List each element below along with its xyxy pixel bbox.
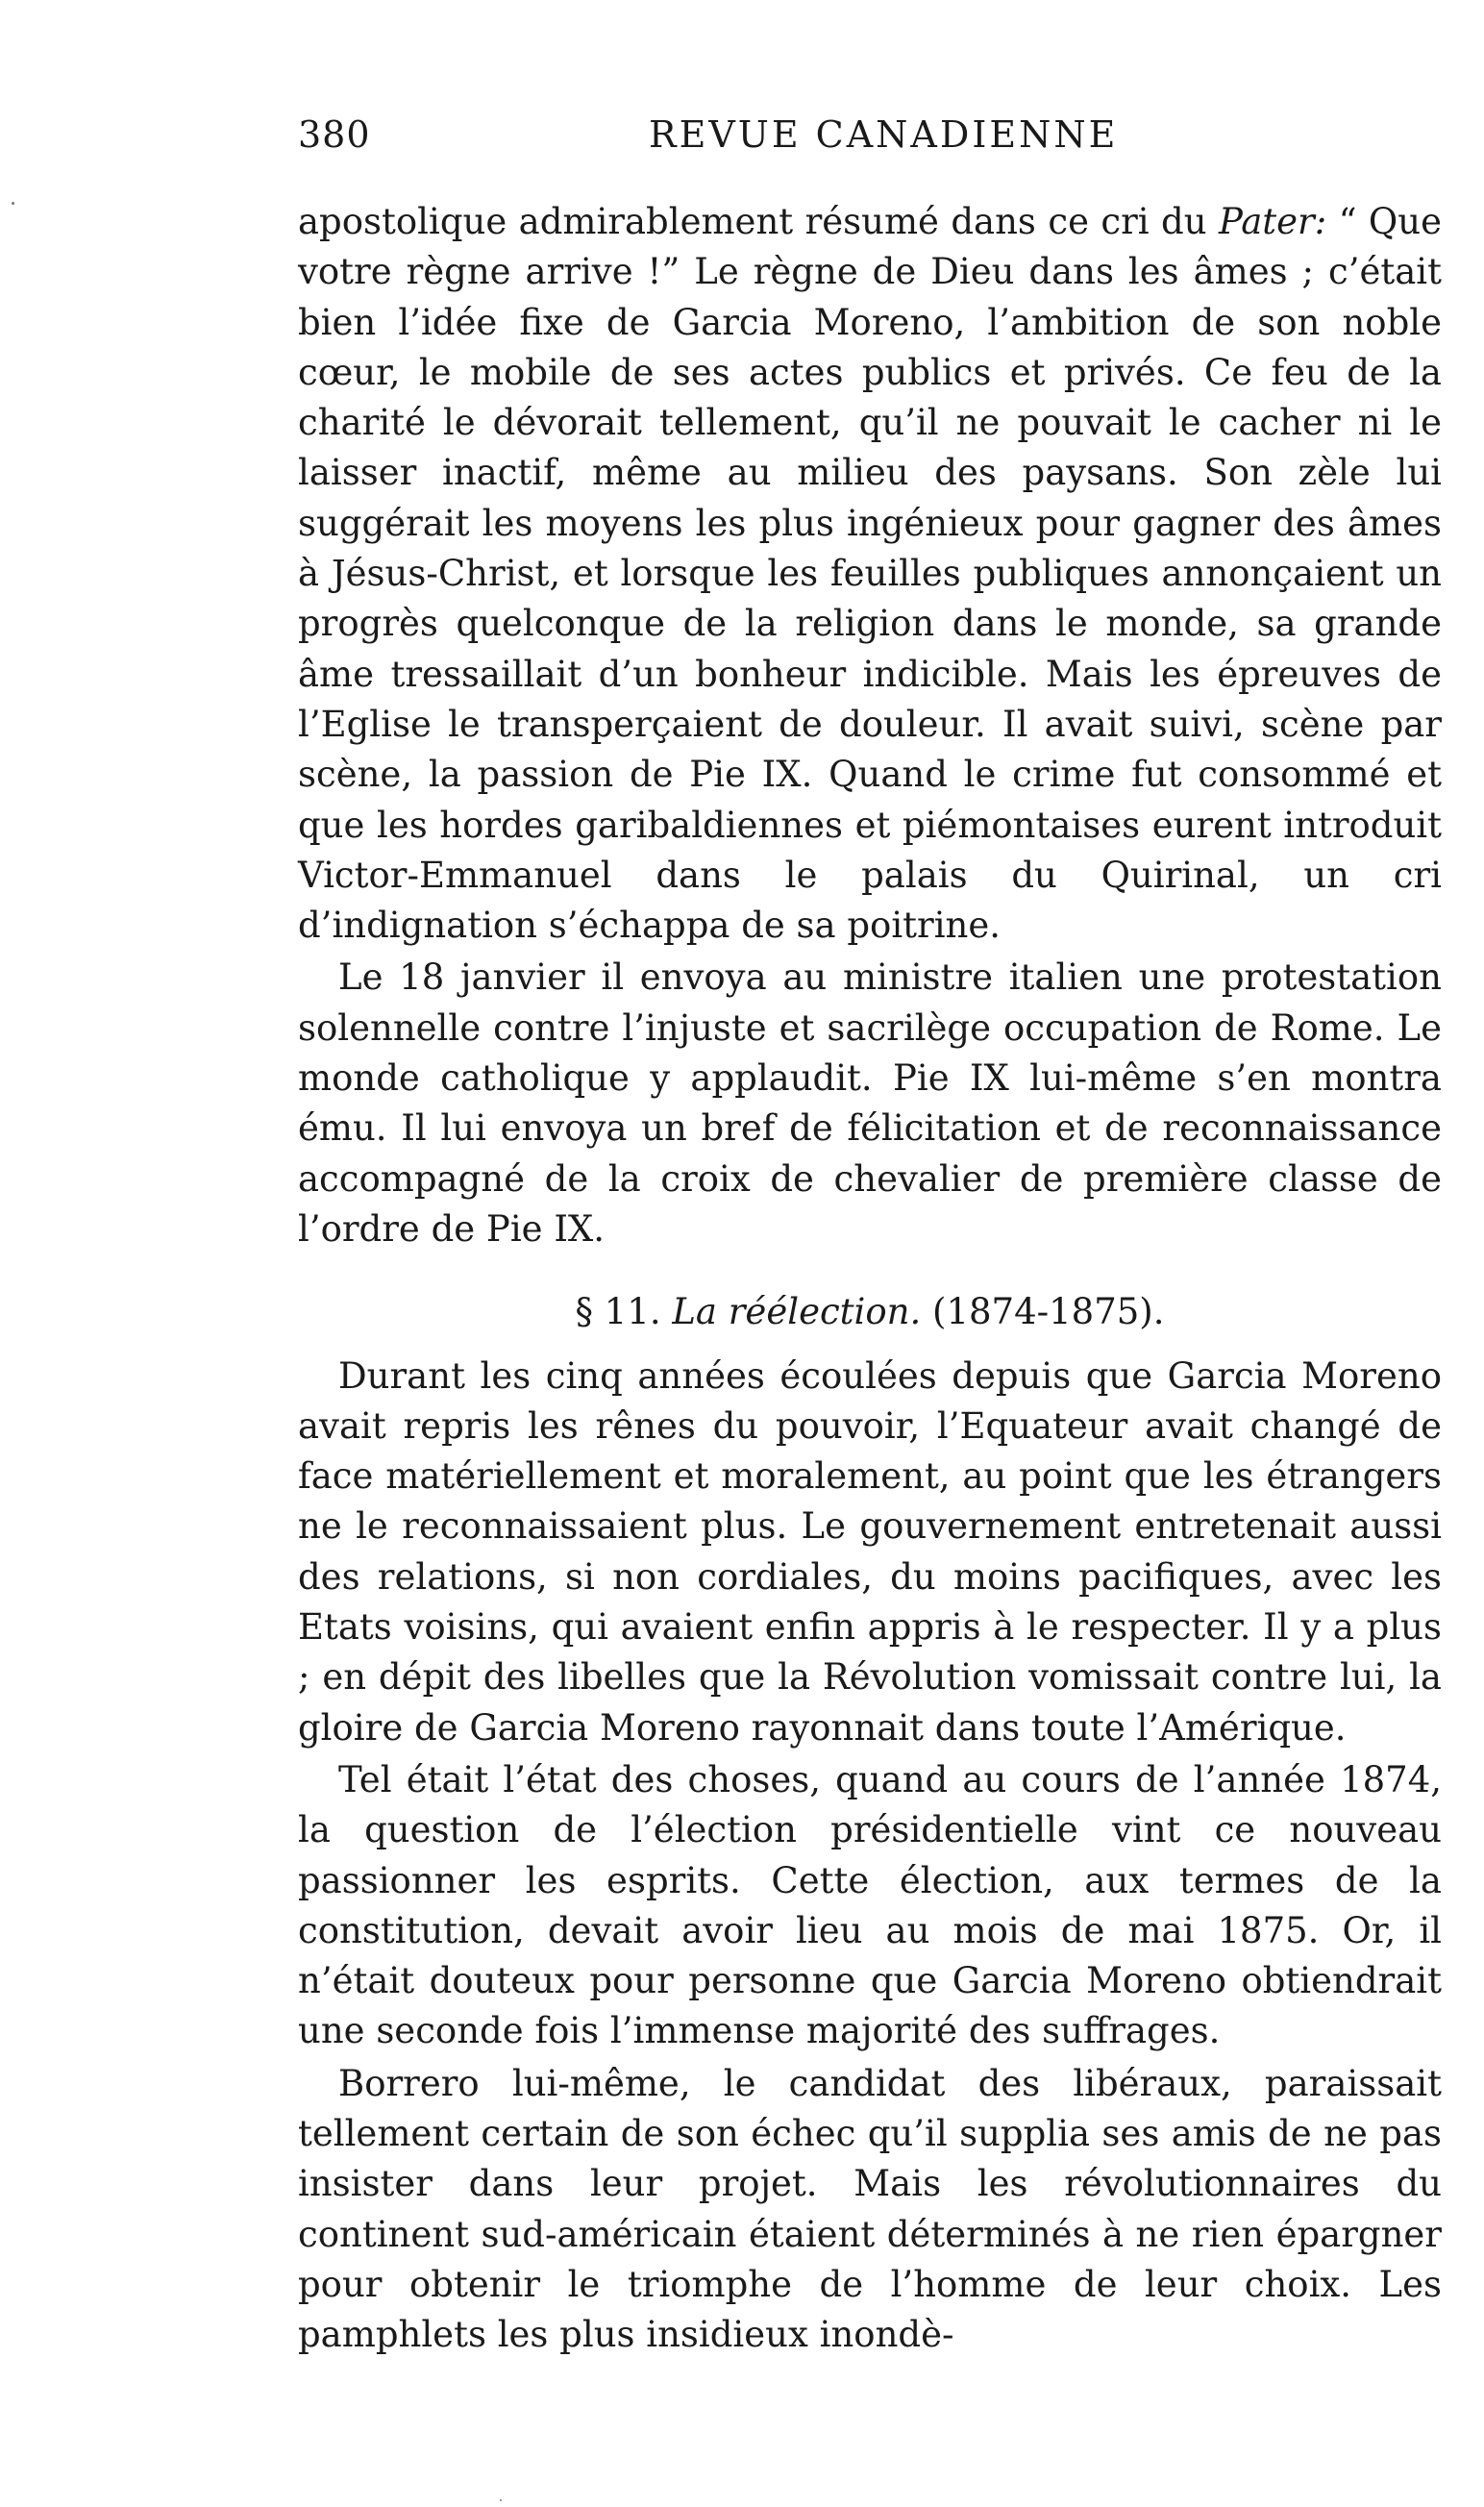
page-header (298, 113, 1442, 171)
section-years: (1874-1875). (932, 1291, 1165, 1333)
paragraph-text: Borrero lui-même, le candidat des libéraux, paraissait tellement certain de son échec qu’il supplia ses amis de ne pas insister dans leur projet. Mais les révolutionnaires du continent sud-américain étaient déterminés à ne rien épargner pour obtenir le triomphe de l’homme de leur choix. Les pamphlets les plus insidieux inondè- (298, 2062, 1442, 2356)
italic-text: Pater: (1218, 201, 1327, 242)
paragraph (298, 1755, 1442, 2057)
paragraph (298, 1352, 1442, 1753)
paragraphs-after-section (298, 1352, 1442, 2361)
section-number: § 11. (575, 1291, 661, 1333)
paragraph-text: “ Que votre règne arrive !” Le règne de Dieu dans les âmes ; c’était bien l’idée fixe de Garcia Moreno, l’ambition de son noble cœur, le mobile de ses actes publics et privés. Ce feu de la charité le dévorait tellement, qu’il ne pouvait le cacher ni le laisser inactif, même au milieu des paysans. Son zèle lui suggérait les moyens les plus ingénieux pour gagner des âmes à Jésus-Christ, et lorsque les feuilles publiques annonçaient un progrès quelconque de la religion dans le monde, sa grande âme tressaillait d’un bonheur indicible. Mais les épreuves de l’Eglise le transperçaient de douleur. Il avait suivi, scène par scène, la passion de Pie IX. Quand le crime fut consommé et que les hordes garibaldiennes et piémontaises eurent introduit Victor-Emmanuel dans le palais du Quirinal, un cri d’indignation s’échappa de sa poitrine. (298, 201, 1442, 947)
running-title: REVUE CANADIENNE (649, 113, 1119, 156)
paragraph (298, 2059, 1442, 2361)
paragraph (298, 953, 1442, 1254)
paragraph-text: apostolique admirablement résumé dans ce cri du (298, 201, 1219, 242)
paragraph-text: Tel était l’état des choses, quand au cours de l’année 1874, la question de l’élection présidentielle vint ce nouveau passionner les esprits. Cette élection, aux termes de la constitution, devait avoir lieu au mois de mai 1875. Or, il n’était douteux pour personne que Garcia Moreno obtiendrait une seconde fois l’immense majorité des suffrages. (298, 1758, 1442, 2052)
section-title: La réélection. (672, 1291, 922, 1333)
body-text (298, 197, 1442, 2360)
page-number: 380 (298, 113, 371, 156)
paragraph-text: Durant les cinq années écoulées depuis que Garcia Moreno avait repris les rênes du pouvoir, l’Equateur avait changé de face matériellement et moralement, au point que les étrangers ne le reconnaissaient plus. Le gouvernement entretenait aussi des relations, si non cordiales, du moins pacifiques, avec les Etats voisins, qui avaient enfin appris à le respecter. Il y a plus ; en dépit des libelles que la Révolution vomissait contre lui, la gloire de Garcia Moreno rayonnait dans toute l’Amérique. (298, 1354, 1442, 1749)
paragraph (298, 197, 1442, 951)
section-heading (298, 1287, 1442, 1337)
paragraphs-before-section (298, 197, 1442, 1254)
paragraph-text: Le 18 janvier il envoya au ministre italien une protestation solennelle contre l’injuste et sacrilège occupation de Rome. Le monde catholique y applaudit. Pie IX lui-même s’en montra ému. Il lui envoya un bref de félicitation et de reconnaissance accompagné de la croix de chevalier de première classe de l’ordre de Pie IX. (298, 956, 1442, 1250)
